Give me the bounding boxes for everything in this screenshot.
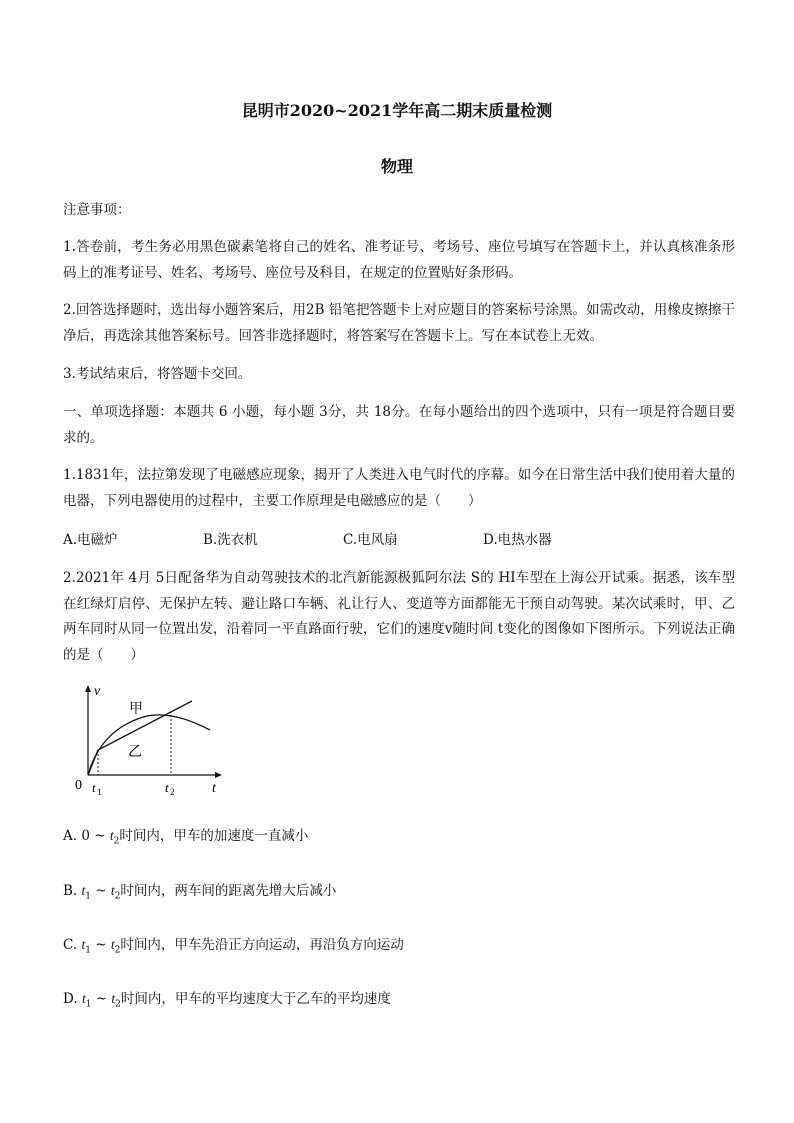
q2-option-a — [63, 825, 308, 853]
q2-a-text: 时间内，甲车的加速度一直减小 — [119, 828, 309, 844]
notice-1: 1.答卷前，考生务必用黑色碳素笔将自己的姓名、准考证号、考场号、座位号填写在答题卡上，并认真核准条形码上的准考证号、姓名、考场号、座位号及科目，在规定的位置贴好条形码。 — [63, 239, 735, 281]
q2-b-var: t — [110, 883, 115, 898]
q2-option-c — [63, 934, 404, 962]
t1-sub: 1 — [97, 787, 102, 797]
q2-c-prefix: C. — [63, 937, 82, 953]
q2-d-sub1: 1 — [85, 999, 92, 1010]
t2-sub: 2 — [170, 787, 175, 797]
q2-a-var: t — [109, 828, 114, 843]
y-axis-arrow — [85, 685, 91, 692]
q2-c-var: t — [110, 937, 115, 952]
section-heading: 一、单项选择题：本题共 6 小题，每小题 3分，共 18分。在每小题给出的四个选项中，只有一项是符合题目要求的。 — [63, 404, 735, 446]
subject-title: 物理 — [380, 157, 413, 176]
q2-c-sub1: 1 — [85, 945, 91, 956]
q2-d-sub: 2 — [115, 999, 121, 1010]
q2-d-text: 时间内，甲车的平均速度大于乙车的平均速度 — [120, 991, 391, 1007]
q2-d-var: t — [111, 991, 116, 1006]
q2-option-d — [63, 988, 391, 1016]
t2-label: t — [165, 780, 169, 795]
question-2-stem: 2.2021年 4月 5日配备华为自动驾驶技术的北汽新能源极狐阿尔法 S的 HI车型在上海公开试乘。据悉，该车型在红绿灯启停、无保护左转、避让路口车辆、礼让行人、变道等方面都能无干预自动驾驶。某次试乘时，甲、乙两车同时从同一位置出发，沿着同一平直路面行驶，它们的速度v随时间 t变化的图像如下图所示。下列说法正确的是（ ） — [63, 570, 735, 663]
q2-a-prefix: A. 0 ~ — [63, 828, 110, 844]
q1-option-a: A.电磁炉 — [63, 532, 118, 548]
curve-jia-label: 甲 — [129, 701, 143, 717]
q2-option-b — [63, 880, 336, 908]
q2-b-mid: ~ — [91, 883, 111, 899]
t1-label: t — [92, 780, 96, 795]
q1-option-c: C.电风扇 — [343, 532, 398, 548]
notice-2: 2.回答选择题时，选出每小题答案后，用2B 铅笔把答题卡上对应题目的答案标号涂黑。如需改动，用橡皮擦擦干净后，再选涂其他答案标号。回答非选择题时，将答案写在答题卡上。写在本试卷上无效。 — [63, 302, 735, 344]
exam-title: 昆明市2020~2021学年高二期末质量检测 — [241, 101, 553, 120]
q2-c-sub: 2 — [114, 945, 121, 956]
q2-d-var1: t — [81, 991, 86, 1006]
q2-d-mid: ~ — [91, 991, 112, 1007]
x-axis-arrow — [215, 772, 222, 778]
q2-d-prefix: D. — [63, 991, 82, 1007]
q2-c-mid: ~ — [90, 937, 111, 953]
curve-yi-label: 乙 — [128, 744, 142, 760]
q1-option-d: D.电热水器 — [483, 532, 552, 548]
q2-b-prefix: B. — [63, 883, 82, 899]
notice-3: 3.考试结束后，将答题卡交回。 — [63, 366, 252, 382]
q2-b-text: 时间内，两车间的距离先增大后减小 — [120, 883, 337, 899]
q2-a-sub: 2 — [113, 836, 120, 847]
q2-b-var1: t — [81, 883, 86, 898]
notice-heading: 注意事项： — [63, 202, 131, 218]
y-axis-label: v — [94, 684, 101, 699]
q1-option-b: B.洗衣机 — [203, 532, 258, 548]
origin-label: 0 — [75, 778, 82, 793]
question-1-stem: 1.1831年，法拉第发现了电磁感应现象，揭开了人类进入电气时代的序幕。如今在日常生活中我们使用着大量的电器，下列电器使用的过程中，主要工作原理是电磁感应的是（ ） — [63, 467, 735, 509]
q2-c-var1: t — [81, 937, 86, 952]
velocity-time-graph — [70, 680, 230, 798]
q2-b-sub1: 1 — [85, 891, 92, 902]
q2-c-text: 时间内，甲车先沿正方向运动，再沿负方向运动 — [120, 937, 404, 953]
q2-b-sub: 2 — [114, 891, 121, 902]
x-axis-label: t — [212, 781, 216, 796]
